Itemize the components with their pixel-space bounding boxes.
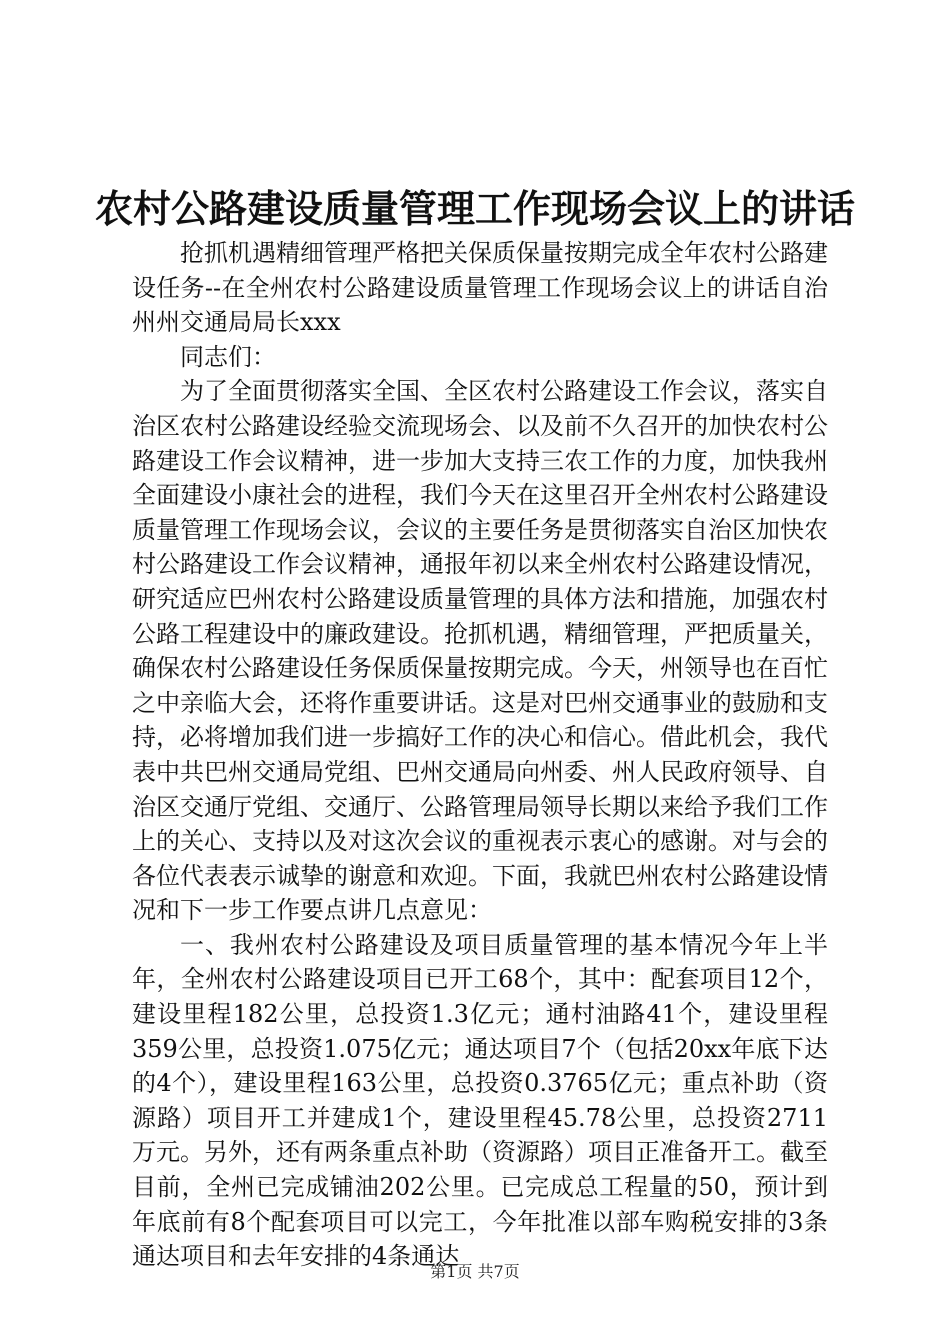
document-body bbox=[132, 236, 828, 1274]
body-paragraph-salutation: 同志们： bbox=[180, 342, 276, 371]
body-paragraph-intro: 为了全面贯彻落实全国、全区农村公路建设工作会议，落实自治区农村公路建设经验交流现场会、以及前不久召开的加快农村公路建设工作会议精神，进一步加大支持三农工作的力度，加快我州全面建设小康社会的进程，我们今天在这里召开全州农村公路建设质量管理工作现场会议，会议的主要任务是贯彻落实自治区加快农村公路建设工作会议精神，通报年初以来全州农村公路建设情况，研究适应巴州农村公路建设质量管理的具体方法和措施，加强农村公路工程建设中的廉政建设。抢抓机遇，精细管理，严把质量关，确保农村公路建设任务保质保量按期完成。今天，州领导也在百忙之中亲临大会，还将作重要讲话。这是对巴州交通事业的鼓励和支持，必将增加我们进一步搞好工作的决心和信心。借此机会，我代表中共巴州交通局党组、巴州交通局向州委、州人民政府领导、自治区交通厅党组、交通厅、公路管理局领导长期以来给予我们工作上的关心、支持以及对这次会议的重视表示衷心的感谢。对与会的各位代表表示诚挚的谢意和欢迎。下面，我就巴州农村公路建设情况和下一步工作要点讲几点意见： bbox=[132, 377, 828, 925]
page-number-footer: 第1页 共7页 bbox=[430, 1262, 520, 1281]
body-paragraph-subtitle: 抢抓机遇精细管理严格把关保质保量按期完成全年农村公路建设任务--在全州农村公路建设质量管理工作现场会议上的讲话自治州州交通局局长xxx bbox=[132, 239, 828, 337]
body-paragraph-section-one: 一、我州农村公路建设及项目质量管理的基本情况今年上半年，全州农村公路建设项目已开工68个，其中：配套项目12个，建设里程182公里，总投资1.3亿元；通村油路41个，建设里程359公里，总投资1.075亿元；通达项目7个（包括20xx年底下达的4个），建设里程163公里，总投资0.3765亿元；重点补助（资源路）项目开工并建成1个，建设里程45.78公里，总投资2711万元。另外，还有两条重点补助（资源路）项目正准备开工。截至目前，全州已完成铺油202公里。已完成总工程量的50，预计到年底前有8个配套项目可以完工，今年批准以部车购税安排的3条通达项目和去年安排的4条通达 bbox=[132, 930, 828, 1271]
document-title: 农村公路建设质量管理工作现场会议上的讲话 bbox=[94, 186, 855, 231]
